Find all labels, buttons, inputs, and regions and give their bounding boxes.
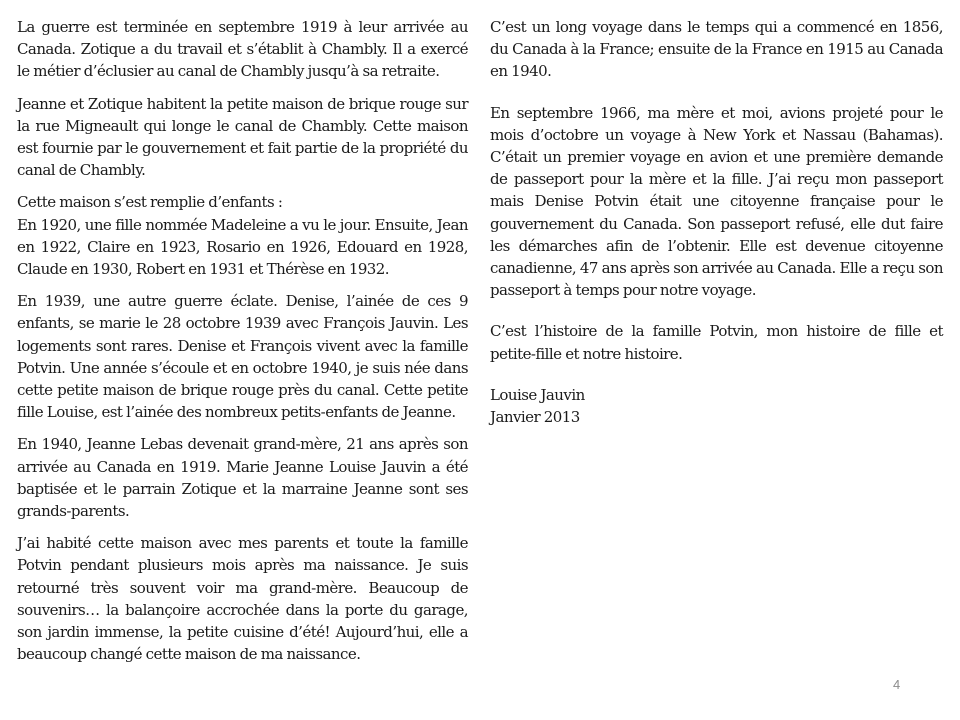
paragraph-second-war: En 1939, une autre guerre éclate. Denise, l’ainée de ces 9 enfants, se marie le 28 octobre 1939 avec François Jauvin. Les logements sont rares. Denise et François vivent avec la famille Potvin. Une année s’écoule et en octobre 1940, je suis née dans cette petite maison de brique rouge près du canal. Cette petite fille Louise, est l’ainée des nombreux petits-enfants de Jeanne. — [17, 292, 468, 422]
paragraph-grandmother: En 1940, Jeanne Lebas devenait grand-mère, 21 ans après son arrivée au Canada en 1919. Marie Jeanne Louise Jauvin a été baptisée et le parrain Zotique et la marraine Jeanne sont ses grands-parents. — [17, 435, 468, 521]
page-number: 4 — [893, 677, 901, 692]
paragraph-brick-house: Jeanne et Zotique habitent la petite maison de brique rouge sur la rue Migneault qui longe le canal de Chambly. Cette maison est fournie par le gouvernement et fait partie de la propriété du canal de Chambly. — [17, 94, 468, 180]
paragraph-passport: En septembre 1966, ma mère et moi, avions projeté pour le mois d’octobre un voyage à New York et Nassau (Bahamas). C’était un premier voyage en avion et une première demande de passeport pour la mère et la fille. J’ai reçu mon passeport mais Denise Potvin était une citoyenne française pour le gouvernement du Canada. Son passeport refusé, elle dut faire les démarches afin de l’obtenir. Elle est devenue citoyenne canadienne, 47 ans après son arrivée au Canada. Elle a reçu son passeport à temps pour notre voyage. — [490, 103, 943, 300]
paragraph-memories: J’ai habité cette maison avec mes parents et toute la famille Potvin pendant plusieurs mois après ma naissance. Je suis retourné très souvent voir ma grand-mère. Beaucoup de souvenirs… la balançoire accrochée dans la porte du garage, son jardin immense, la petite cuisine d’été! Aujourd’hui, elle a beaucoup changé cette maison de ma naissance. — [17, 534, 468, 664]
paragraph-long-journey: C’est un long voyage dans le temps qui a commencé en 1856, du Canada à la France; ensuite de la France en 1915 au Canada en 1940. — [490, 18, 943, 81]
right-text-column — [490, 16, 943, 447]
paragraph-family-history: C’est l’histoire de la famille Potvin, mon histoire de fille et petite-fille et notre histoire. — [490, 322, 943, 363]
left-text-column — [17, 16, 468, 675]
paragraph-children: Cette maison s’est remplie d’enfants : En 1920, une fille nommée Madeleine a vu le jour. Ensuite, Jean en 1922, Claire en 1923, Rosario en 1926, Edouard en 1928, Claude en 1930, Robert en 1931 et Thérèse en 1932. — [17, 193, 468, 279]
signature: Louise Jauvin Janvier 2013 — [490, 385, 585, 427]
paragraph-war-ended: La guerre est terminée en septembre 1919 à leur arrivée au Canada. Zotique a du travail et s’établit à Chambly. Il a exercé le métier d’éclusier au canal de Chambly jusqu’à sa retraite. — [17, 18, 468, 81]
